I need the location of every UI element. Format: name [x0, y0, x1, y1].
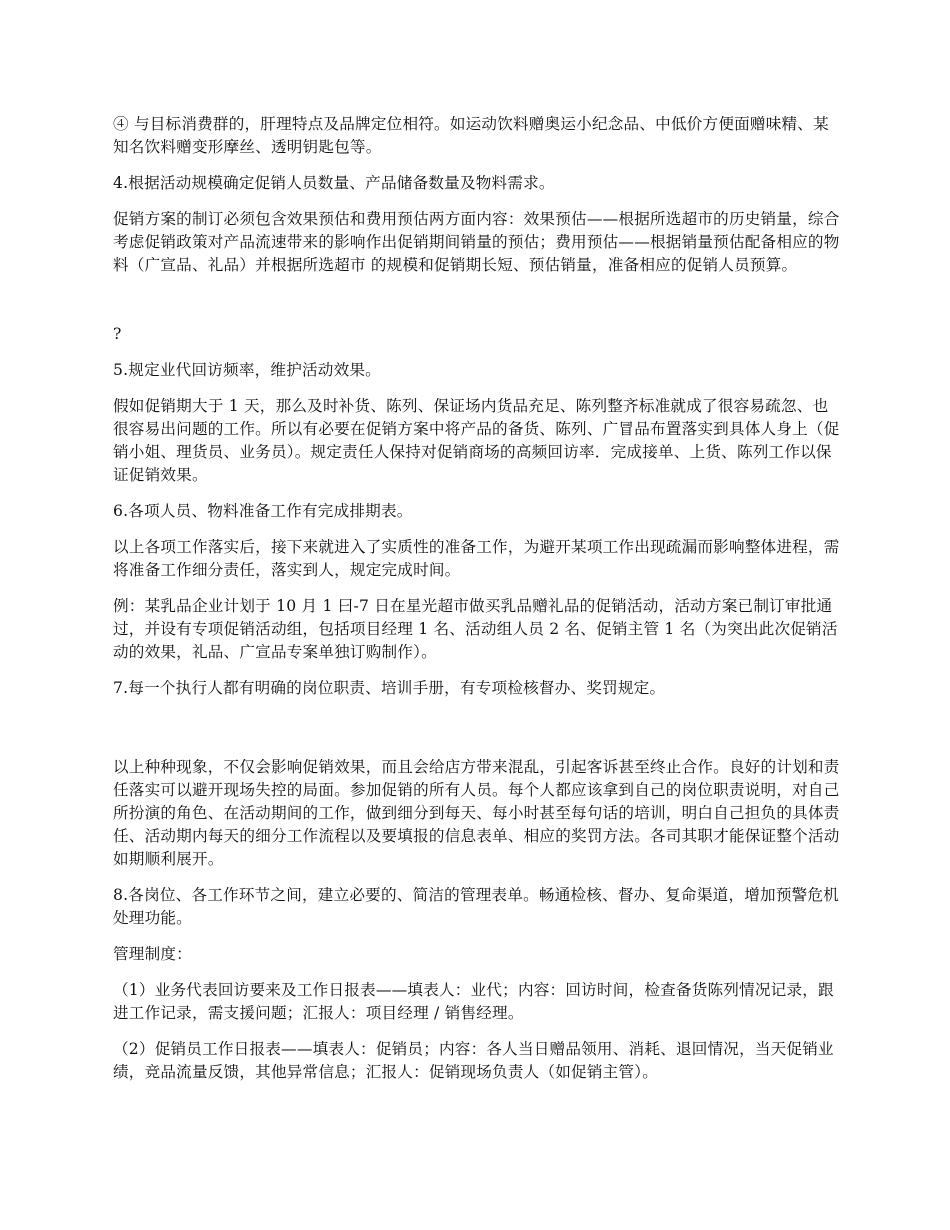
- heading-staff-quantity: 4.根据活动规模确定促销人员数量、产品储备数量及物料需求。: [113, 174, 555, 192]
- question-mark: ?: [113, 325, 122, 343]
- paragraph-estimates: 促销方案的制订必须包含效果预估和费用预估两方面内容：效果预估——根据所选超市的历史销量，综合考虑促销政策对产品流速带来的影响作出促销期间销量的预估；费用预估——根据销量预估配备相应的物料（广宣品、礼品）并根据所选超市 的规模和促销期长短、预估销量，准备相应的促销人员预算。: [113, 210, 840, 274]
- document-page: [113, 113, 841, 1097]
- paragraph-preparation: 以上各项工作落实后，接下来就进入了实质性的准备工作，为避开某项工作出现疏漏而影响整体进程，需将准备工作细分责任，落实到人，规定完成时间。: [113, 538, 840, 579]
- blank-space: [113, 713, 841, 743]
- heading-visit-frequency: 5.规定业代回访频率，维护活动效果。: [113, 361, 381, 379]
- heading-responsibilities: 7.每一个执行人都有明确的岗位职责、培训手册，有专项检核督办、奖罚规定。: [113, 679, 666, 697]
- blank-space: [113, 290, 841, 310]
- paragraph-management-system: 管理制度：: [113, 945, 192, 963]
- paragraph-consequences: 以上种种现象，不仅会影响促销效果，而且会给店方带来混乱，引起客诉甚至终止合作。良好的计划和责任落实可以避开现场失控的局面。参加促销的所有人员。每个人都应该拿到自己的岗位职责说明，对自己所扮演的角色、在活动期间的工作，做到细分到每天、每小时甚至每句话的培训，明白自己担负的具体责任、活动期内每天的细分工作流程以及要填报的信息表单、相应的奖罚方法。各司其职才能保证整个活动如期顺利展开。: [113, 758, 840, 868]
- paragraph-restocking: 假如促销期大于 1 天，那么及时补货、陈列、保证场内货品充足、陈列整齐标准就成了很容易疏忽、也很容易出问题的工作。所以有必要在促销方案中将产品的备货、陈列、广冒品布置落实到具体人身上（促销小姐、理货员、业务员）。规定责任人保持对促销商场的高频回访率．完成接单、上货、陈列工作以保证促销效果。: [113, 397, 840, 484]
- paragraph-gift-match: ④ 与目标消费群的，肝理特点及品牌定位相符。如运动饮料赠奥运小纪念品、中低价方便面赠味精、某知名饮料赠变形摩丝、透明钥匙包等。: [113, 115, 829, 156]
- paragraph-example: 例：某乳品企业计划于 10 月 1 曰-7 日在星光超市做买乳品赠礼品的促销活动，活动方案已制订审批通过，并设有专项促销活动组，包括项目经理 1 名、活动组人员 2 名、促销主管 1 名（为突出此次促销活动的效果，礼品、广宣品专案单独订购制作）。: [113, 597, 838, 661]
- heading-management-forms: 8.各岗位、各工作环节之间，建立必要的、简洁的管理表单。畅通检核、督办、复命渠道，增加预警危机处理功能。: [113, 886, 839, 927]
- paragraph-report-one: （1）业务代表回访要来及工作日报表——填表人：业代；内容：回访时间，检查备货陈列情况记录，跟进工作记录，需支援问题；汇报人：项目经理 / 销售经理。: [113, 981, 834, 1022]
- paragraph-report-two: （2）促销员工作日报表——填表人：促销员；内容：各人当日赠品领用、消耗、退回情况，当天促销业绩，竞品流量反馈，其他异常信息；汇报人：促销现场负责人（如促销主管）。: [113, 1040, 834, 1081]
- heading-schedule: 6.各项人员、物料准备工作有完成排期表。: [113, 502, 413, 520]
